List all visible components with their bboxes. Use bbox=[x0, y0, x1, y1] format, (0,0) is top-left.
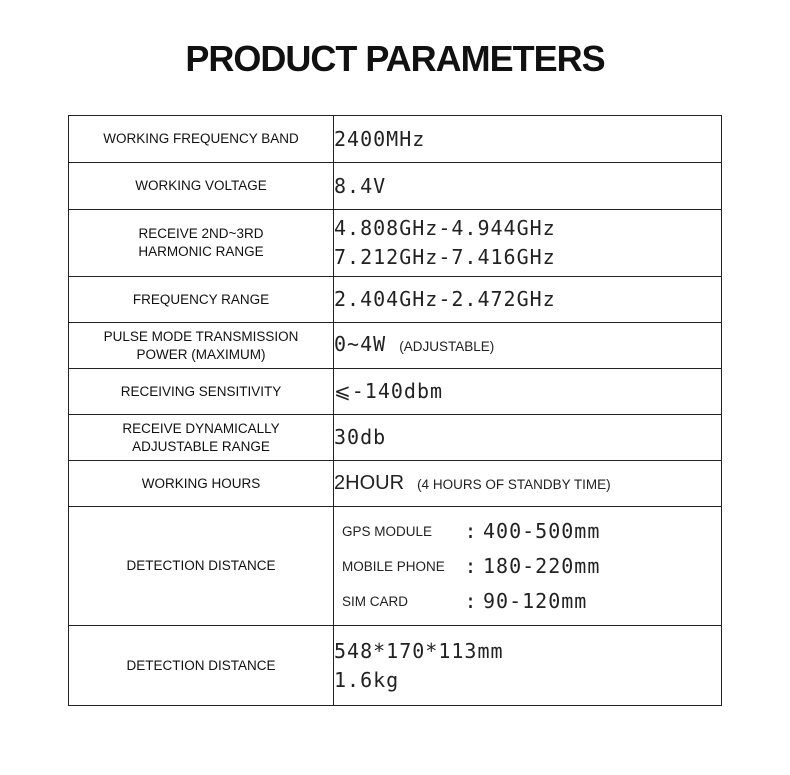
param-value bbox=[334, 461, 722, 507]
table-row bbox=[69, 415, 722, 461]
param-value-main: 2HOUR bbox=[334, 472, 405, 494]
param-value bbox=[334, 323, 722, 369]
param-value: ⩽-140dbm bbox=[334, 369, 722, 415]
param-label: RECEIVING SENSITIVITY bbox=[69, 369, 334, 415]
table-row bbox=[69, 163, 722, 210]
param-label bbox=[69, 323, 334, 369]
table-row bbox=[69, 369, 722, 415]
detection-item bbox=[342, 584, 721, 619]
param-value: 2.404GHz-2.472GHz bbox=[334, 277, 722, 323]
param-label bbox=[69, 210, 334, 277]
param-label: DETECTION DISTANCE bbox=[69, 507, 334, 626]
table-row bbox=[69, 461, 722, 507]
detection-item-value: 180-220mm bbox=[483, 553, 601, 578]
table-row bbox=[69, 210, 722, 277]
table-row bbox=[69, 626, 722, 706]
param-value: 8.4V bbox=[334, 163, 722, 210]
param-label: WORKING VOLTAGE bbox=[69, 163, 334, 210]
param-label bbox=[69, 415, 334, 461]
table-row bbox=[69, 116, 722, 163]
detection-item-name: MOBILE PHONE bbox=[342, 558, 445, 574]
detection-item-name: GPS MODULE bbox=[342, 523, 433, 539]
parameters-table bbox=[68, 115, 722, 706]
param-value: 2400MHz bbox=[334, 116, 722, 163]
param-value-main: 0~4W bbox=[334, 332, 387, 356]
param-label: DETECTION DISTANCE bbox=[69, 626, 334, 706]
param-label: WORKING FREQUENCY BAND bbox=[69, 116, 334, 163]
param-note: (4 HOURS OF STANDBY TIME) bbox=[417, 477, 611, 492]
param-label-line: POWER (MAXIMUM) bbox=[136, 346, 266, 362]
param-value-line: 1.6kg bbox=[334, 667, 400, 692]
detection-item-value: 400-500mm bbox=[483, 518, 601, 543]
param-note: (ADJUSTABLE) bbox=[399, 339, 495, 354]
table-row bbox=[69, 277, 722, 323]
detection-item-colon: : bbox=[464, 518, 478, 543]
detection-item-colon: : bbox=[464, 553, 478, 578]
page-title: PRODUCT PARAMETERS bbox=[185, 38, 605, 79]
detection-item-colon: : bbox=[464, 588, 478, 613]
param-value bbox=[334, 626, 722, 706]
detection-item-value: 90-120mm bbox=[483, 588, 588, 613]
param-label: WORKING HOURS bbox=[69, 461, 334, 507]
param-label-line: HARMONIC RANGE bbox=[138, 244, 264, 259]
detection-item bbox=[342, 514, 721, 549]
param-value-line: 548*170*113mm bbox=[334, 638, 504, 663]
param-label-line: RECEIVE DYNAMICALLY bbox=[122, 420, 280, 436]
param-value bbox=[334, 210, 722, 277]
param-label: FREQUENCY RANGE bbox=[69, 277, 334, 323]
detection-item-name: SIM CARD bbox=[342, 593, 409, 609]
param-value: 30db bbox=[334, 415, 722, 461]
param-value-line: 4.808GHz-4.944GHz bbox=[334, 216, 556, 240]
detection-list bbox=[334, 507, 722, 626]
param-value-line: 7.212GHz-7.416GHz bbox=[334, 245, 556, 269]
table-row bbox=[69, 323, 722, 369]
param-label-line: PULSE MODE TRANSMISSION bbox=[103, 328, 299, 344]
param-label-line: ADJUSTABLE RANGE bbox=[132, 438, 270, 454]
table-row bbox=[69, 507, 722, 626]
detection-item bbox=[342, 549, 721, 584]
param-label-line: RECEIVE 2ND~3RD bbox=[138, 226, 264, 241]
